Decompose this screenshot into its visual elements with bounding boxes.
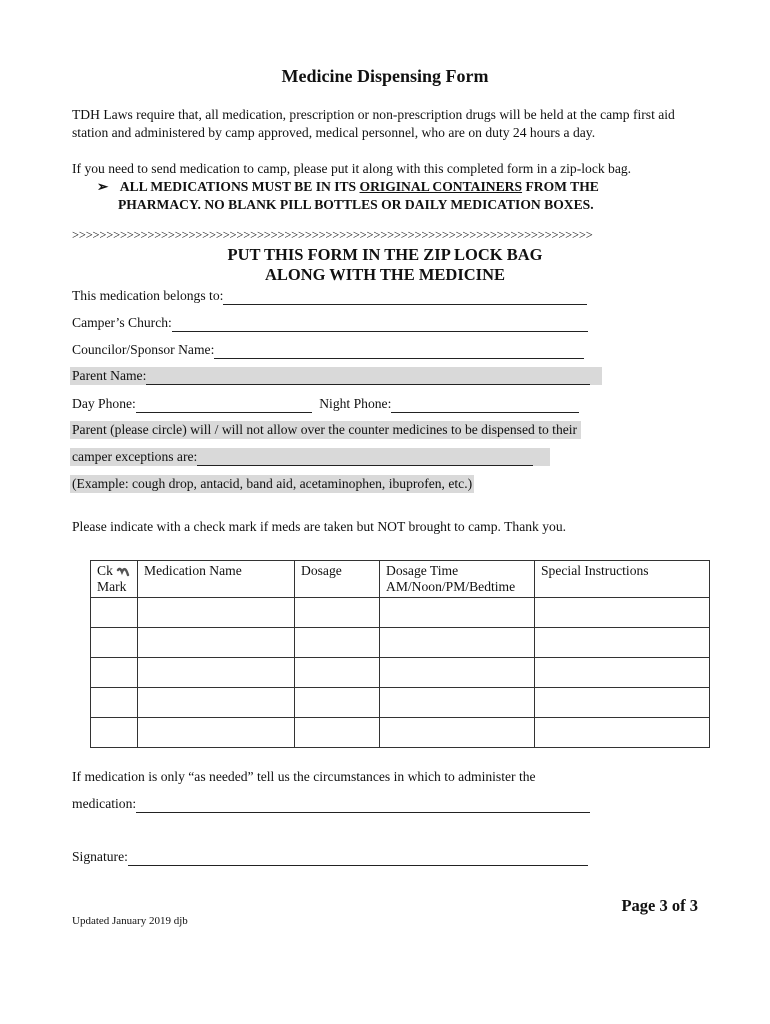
cell-medication-name[interactable] [138,718,295,748]
arrow-divider: >>>>>>>>>>>>>>>>>>>>>>>>>>>>>>>>>>>>>>>>>>>>>>>>>>>>>>>>>>>>>>>>>>>>>>>>>>>> [72,228,593,242]
cell-special-instructions[interactable] [535,658,710,688]
check-instruction: Please indicate with a check mark if meds are taken but NOT brought to camp. Thank you. [72,519,567,534]
medication-table [90,560,710,748]
parent-name-input-line[interactable] [146,370,590,385]
cell-dosage-time[interactable] [380,718,535,748]
table-header-row [91,561,710,598]
cell-dosage[interactable] [295,628,380,658]
zip-lock-heading-line1: PUT THIS FORM IN THE ZIP LOCK BAG [227,245,543,264]
intro-line-zip-lock: If you need to send medication to camp, please put it along with this completed form in a zip-lock bag. [72,161,632,176]
cell-medication-name[interactable] [138,598,295,628]
bullet-line-2: PHARMACY. NO BLANK PILL BOTTLES OR DAILY MEDICATION BOXES. [118,197,594,212]
church-field [72,314,588,332]
night-phone-label: Night Phone: [319,396,392,411]
example-note: (Example: cough drop, antacid, band aid, acetaminophen, ibuprofen, etc.) [72,476,473,491]
header-medication-name: Medication Name [138,561,295,598]
belongs-to-input-line[interactable] [223,290,587,305]
belongs-to-label: This medication belongs to: [72,288,224,303]
table-row [91,598,710,628]
updated-note: Updated January 2019 djb [72,915,188,927]
cell-medication-name[interactable] [138,628,295,658]
table-row [91,688,710,718]
table-row [91,658,710,688]
zip-lock-heading-line2: ALONG WITH THE MEDICINE [264,265,506,284]
belongs-to-field [72,287,587,305]
cell-special-instructions[interactable] [535,688,710,718]
camper-exceptions-input-line[interactable] [197,451,533,466]
as-needed-field [72,795,590,813]
councilor-input-line[interactable] [214,344,584,359]
header-special-instructions: Special Instructions [535,561,710,598]
cell-medication-name[interactable] [138,658,295,688]
bullet-text-underlined: ORIGINAL CONTAINERS [359,179,523,194]
intro-paragraph: TDH Laws require that, all medication, prescription or non-prescription drugs will be held at the camp first aid station and administered by camp approved, medical personnel, who are on duty 24 hours a day. [72,107,675,140]
form-title: Medicine Dispensing Form [281,66,489,86]
camper-exceptions-field [70,448,550,466]
cell-dosage-time[interactable] [380,628,535,658]
bullet-text-part2: FROM THE [522,179,599,194]
cell-ck[interactable] [91,598,138,628]
cell-special-instructions[interactable] [535,598,710,628]
as-needed-line1: If medication is only “as needed” tell us the circumstances in which to administer the [72,769,536,784]
church-input-line[interactable] [172,317,588,332]
night-phone-input-line[interactable] [391,398,579,413]
church-label: Camper’s Church: [72,315,172,330]
cell-dosage[interactable] [295,658,380,688]
phone-fields [72,395,579,413]
cell-dosage[interactable] [295,598,380,628]
signature-input-line[interactable] [128,851,588,866]
checkmark-icon [116,563,130,577]
cell-ck[interactable] [91,688,138,718]
parent-name-field [70,367,602,385]
page-number: Page 3 of 3 [621,896,698,915]
cell-ck[interactable] [91,718,138,748]
table-row [91,628,710,658]
cell-ck[interactable] [91,628,138,658]
as-needed-input-line[interactable] [136,798,590,813]
cell-special-instructions[interactable] [535,718,710,748]
header-ck-mark: Ck Mark [91,561,138,598]
cell-special-instructions[interactable] [535,628,710,658]
cell-dosage[interactable] [295,688,380,718]
cell-dosage-time[interactable] [380,688,535,718]
parent-name-label: Parent Name: [72,368,147,383]
cell-medication-name[interactable] [138,688,295,718]
as-needed-label: medication: [72,796,137,811]
parent-circle-statement[interactable]: Parent (please circle) will / will not allow over the counter medicines to be dispensed to their [70,421,581,439]
header-dosage: Dosage [295,561,380,598]
cell-dosage[interactable] [295,718,380,748]
signature-label: Signature: [72,849,128,864]
cell-ck[interactable] [91,658,138,688]
table-row [91,718,710,748]
cell-dosage-time[interactable] [380,598,535,628]
day-phone-input-line[interactable] [136,398,312,413]
cell-dosage-time[interactable] [380,658,535,688]
bullet-text-part1: ALL MEDICATIONS MUST BE IN ITS [119,179,360,194]
arrow-bullet-icon: ➢ [97,179,109,194]
signature-field [72,848,588,866]
councilor-label: Councilor/Sponsor Name: [72,342,215,357]
day-phone-label: Day Phone: [72,396,136,411]
header-dosage-time: Dosage Time AM/Noon/PM/Bedtime [380,561,535,598]
camper-exceptions-label: camper exceptions are: [72,449,198,464]
councilor-field [72,341,584,359]
bullet-original-containers [97,178,599,196]
